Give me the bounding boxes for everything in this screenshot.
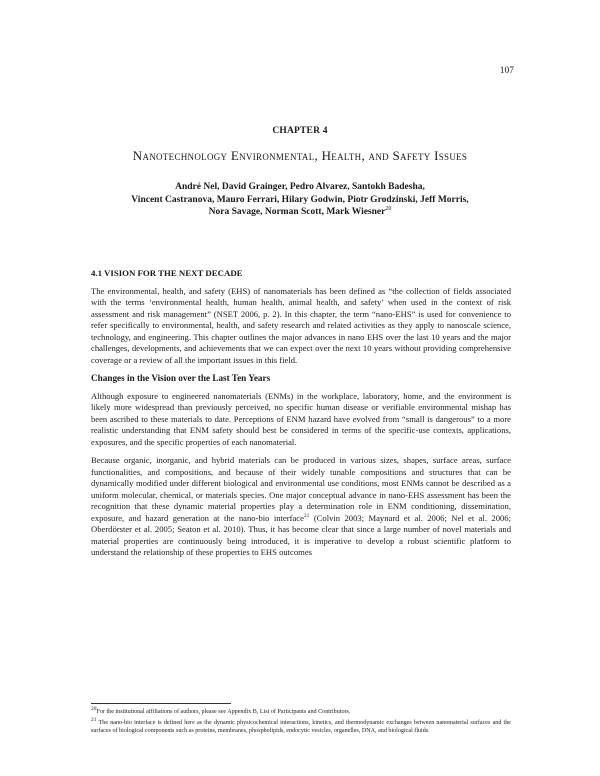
footnote-divider — [91, 703, 231, 704]
footnote-21 — [91, 719, 511, 735]
section-heading: 4.1 VISION FOR THE NEXT DECADE — [91, 268, 243, 278]
authors-line-2: Vincent Castranova, Mauro Ferrari, Hilary Godwin, Piotr Grodzinski, Jeff Morris, — [131, 194, 469, 205]
subsection-heading: Changes in the Vision over the Last Ten Years — [91, 373, 271, 383]
footnote-21-ref: 21 — [91, 717, 97, 724]
footnote-20-ref: 20 — [91, 705, 97, 712]
footnote-21-text: The nano-bio interface is defined here as the dynamic physicochemical interactions, kinetics, and thermodynamic exchanges between nanomaterial surfaces and the surfaces of biological components such as proteins, membranes, phospholipids, endocytic vesicles, organelles, DNA, and biological fluids. — [91, 720, 511, 735]
authors-line-3: Nora Savage, Norman Scott, Mark Wiesner — [208, 207, 386, 218]
footnote-20-text: For the institutional affiliations of authors, please see Appendix B, List of Participants and Contributors. — [96, 709, 351, 715]
footnotes — [91, 705, 511, 739]
footnote-20 — [91, 705, 511, 716]
author-list — [120, 181, 480, 219]
paragraph-2-text-b: (Colvin 2003; Maynard et al. 2006; Nel et al. 2006; Oberdörster et al. 2005; Seaton et al. 2010). Thus, it has become clear that since a large number of novel materials and material properties are continuously being introduced, it is imperative to develop a robust scientific platform to understand the relationship of these properties to EHS outcomes — [91, 512, 511, 557]
section-paragraph: The environmental, health, and safety (EHS) of nanomaterials has been defined as “the collection of fields associated with the terms ‘environmental health, human health, animal health, and safety’ when used in the context of risk assessment and risk management” (NSET 2006, p. 2). In this chapter, the term “nano-EHS” is used for convenience to refer specifically to environmental, health, and safety research and related activities as they apply to nanoscale science, technology, and engineering. This chapter outlines the major advances in nano EHS over the last 10 years and the major challenges, developments, and achievements that we can expect over the next 10 years without providing comprehensive coverage or a review of all the important issues in this field. — [91, 285, 511, 365]
paragraph-2-footnote-ref: 21 — [303, 512, 310, 519]
subsection-paragraph-1: Although exposure to engineered nanomaterials (ENMs) in the workplace, laboratory, home, and the environment is likely more widespread than previously perceived, no specific human disease or verifiable environmental mishap has been ascribed to these materials to date. Perceptions of ENM hazard have evolved from “small is dangerous” to a more realistic understanding that ENM safety should best be considered in terms of the specific-use contexts, applications, exposures, and the specific properties of each nanomaterial. — [91, 390, 511, 447]
authors-footnote-ref: 20 — [385, 206, 392, 213]
subsection-paragraph-2 — [91, 455, 511, 559]
paragraph-2-text-a: Because organic, inorganic, and hybrid materials can be produced in various sizes, shapes, surface areas, surface functionalities, and compositions, and because of their widely tunable compositions and structures that can be dynamically modified under different biological and environmental use conditions, most ENMs cannot be described as a uniform molecular, chemical, or materials species. One major conceptual advance in nano-EHS assessment has been the recognition that these dynamic material properties play a determination role in ENM conditioning, dissemination, exposure, and hazard generation at the nano-bio interface — [91, 455, 511, 523]
main-content — [91, 268, 511, 566]
authors-line-1: André Nel, David Grainger, Pedro Alvarez, Santokh Badesha, — [175, 182, 425, 192]
page-number: 107 — [499, 66, 514, 76]
chapter-title: Nanotechnology Environmental, Health, and Safety Issues — [132, 148, 468, 163]
chapter-label: CHAPTER 4 — [272, 126, 328, 136]
